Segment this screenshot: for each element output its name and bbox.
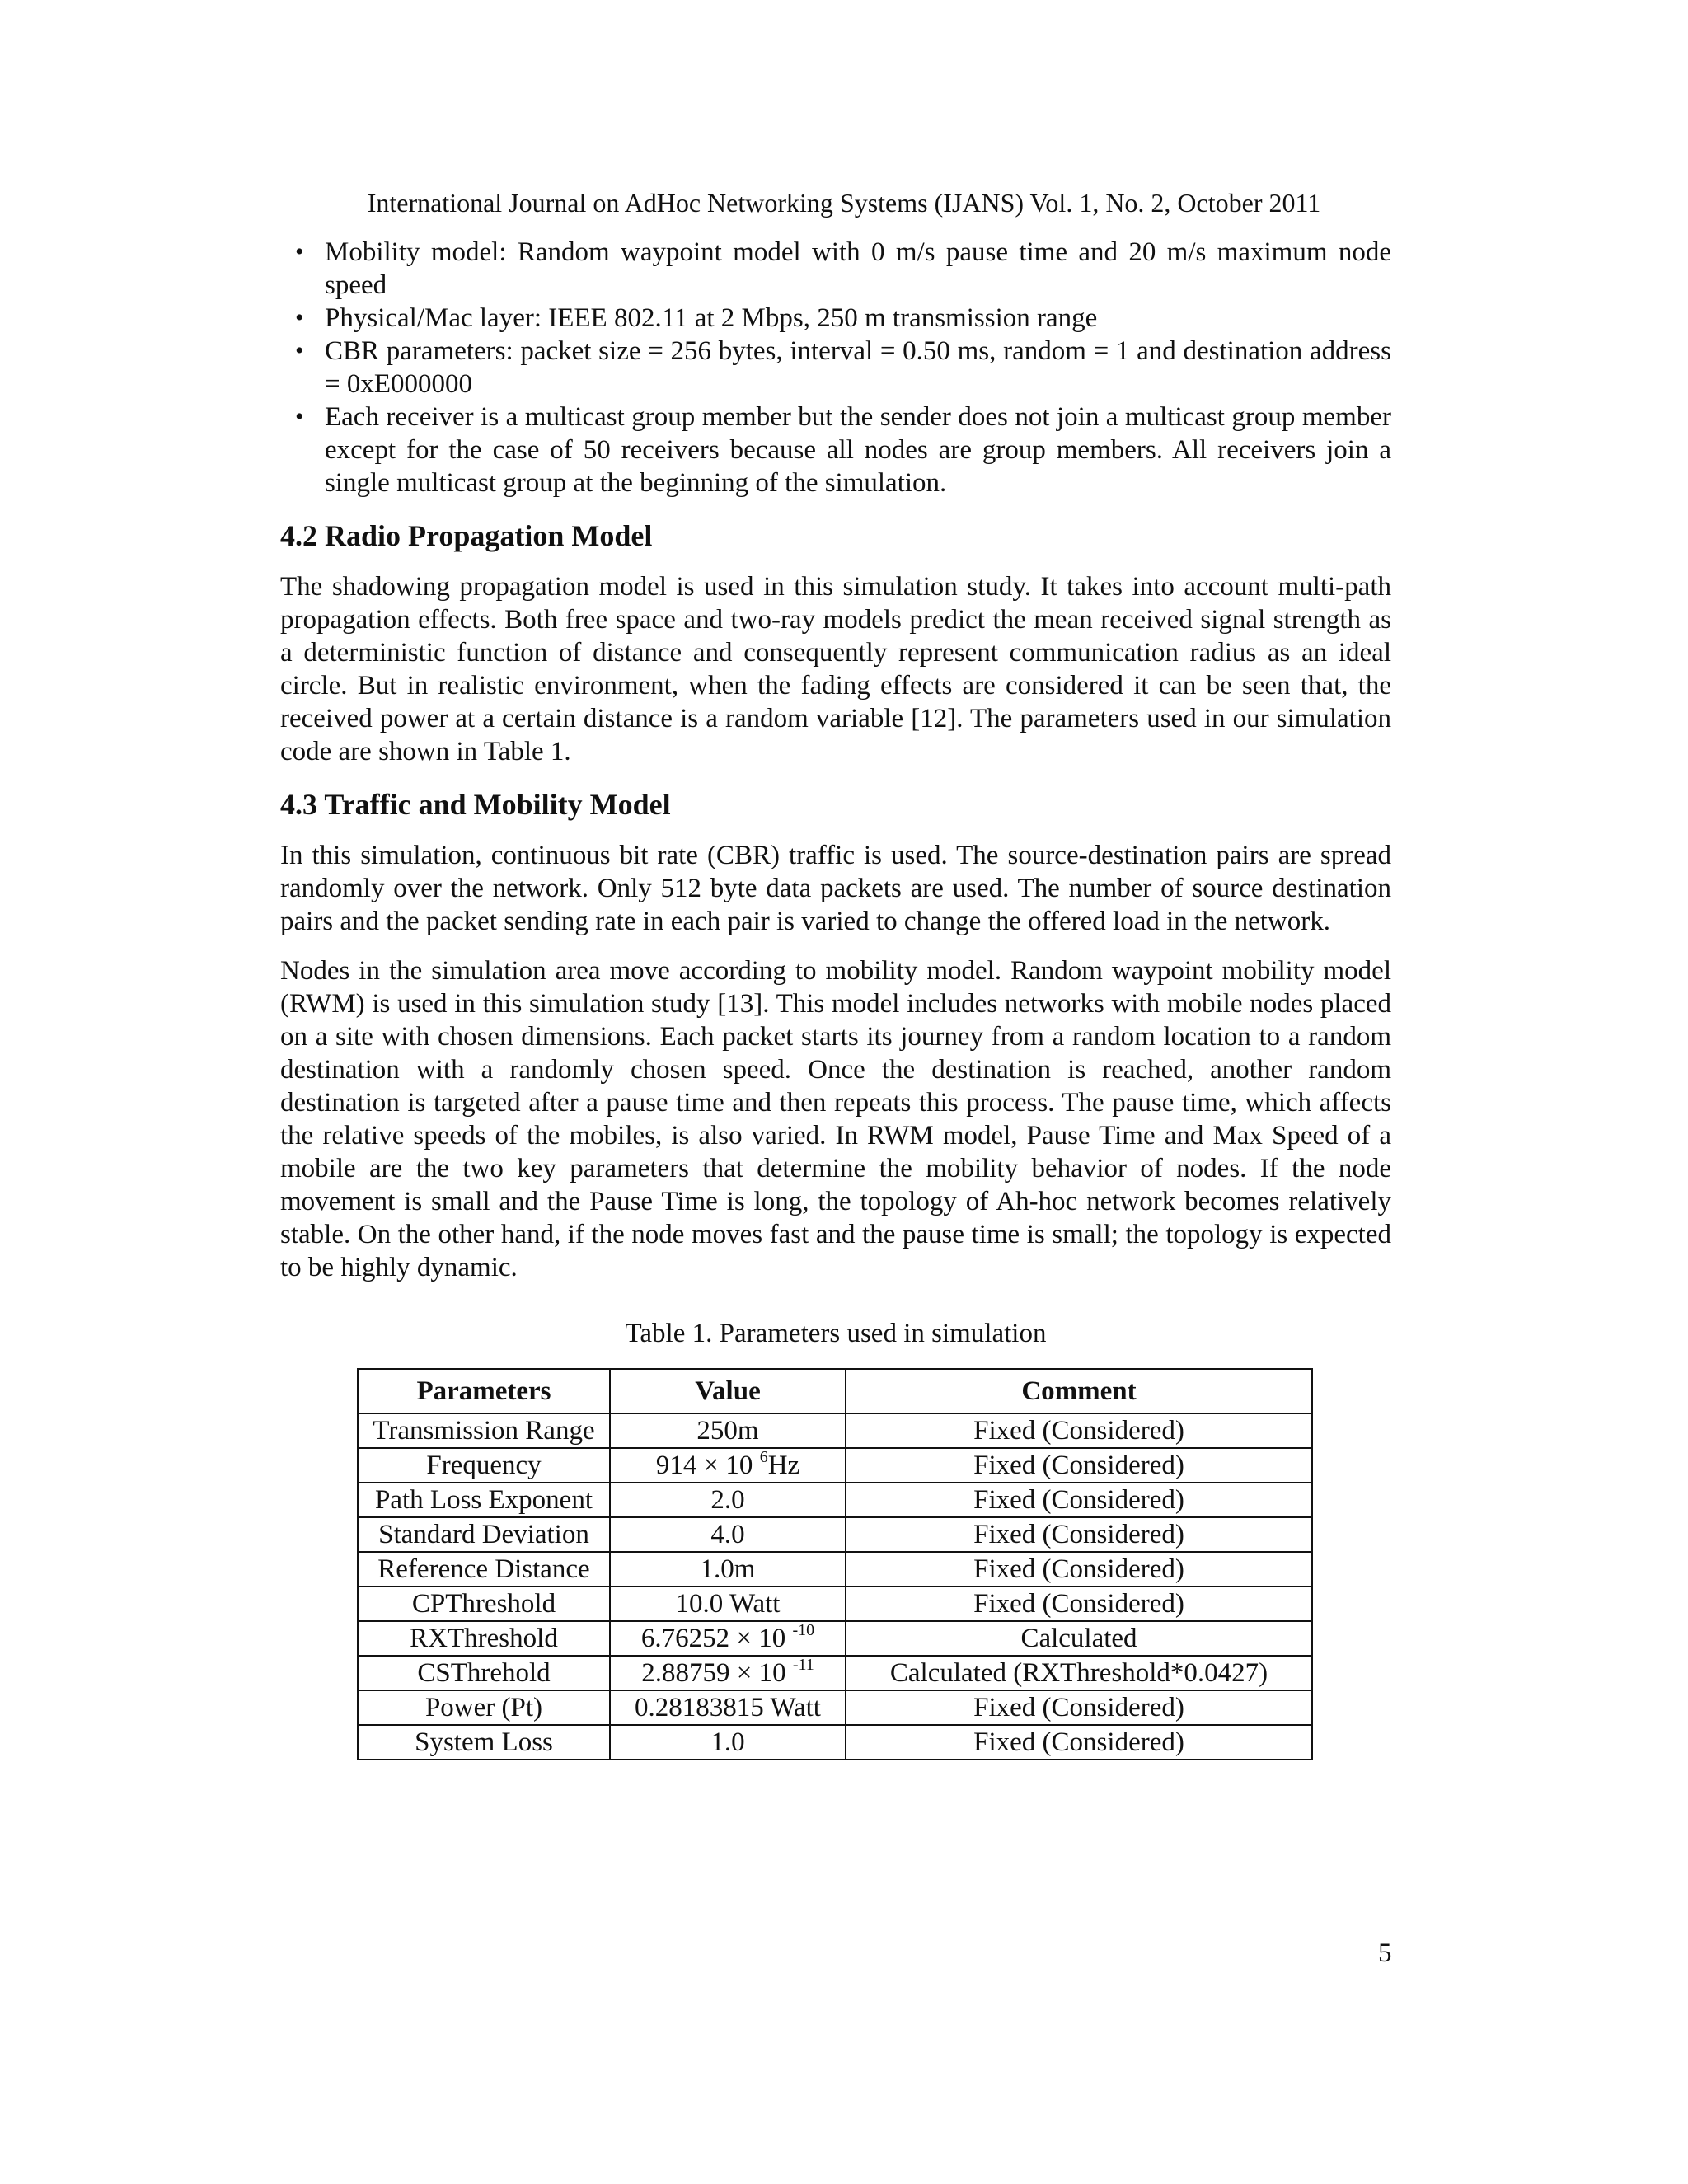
cell-parameter: Path Loss Exponent	[358, 1483, 610, 1517]
cell-parameter: CSThrehold	[358, 1656, 610, 1690]
table-row	[358, 1413, 1312, 1448]
list-item	[280, 335, 1391, 401]
table-row	[358, 1483, 1312, 1517]
list-item-text: Each receiver is a multicast group member but the sender does not join a multicast group member except for the case of 50 receivers because all nodes are group members. All receivers join a single multicast group at the beginning of the simulation.	[325, 402, 1391, 498]
cell-parameter: Frequency	[358, 1448, 610, 1483]
table-row	[358, 1552, 1312, 1586]
cell-comment: Calculated (RXThreshold*0.0427)	[846, 1656, 1312, 1690]
cell-comment: Fixed (Considered)	[846, 1413, 1312, 1448]
list-item	[280, 236, 1391, 302]
table-row	[358, 1586, 1312, 1621]
cell-value: 0.28183815 Watt	[610, 1690, 846, 1725]
list-item-text: CBR parameters: packet size = 256 bytes, interval = 0.50 ms, random = 1 and destination address = 0xE000000	[325, 336, 1391, 399]
cell-parameter: System Loss	[358, 1725, 610, 1760]
paragraph-radio-propagation: The shadowing propagation model is used in this simulation study. It takes into account multi-path propagation effects. Both free space and two-ray models predict the mean received signal strength as a deterministic function of distance and consequently represent communication radius as an ideal circle. But in realistic environment, when the fading effects are considered it can be seen that, the received power at a certain distance is a random variable [12]. The parameters used in our simulation code are shown in Table 1.	[280, 572, 1391, 766]
value-exponent: 6	[759, 1448, 768, 1466]
cell-comment: Fixed (Considered)	[846, 1448, 1312, 1483]
paragraph-traffic: In this simulation, continuous bit rate (CBR) traffic is used. The source-destination pairs are spread randomly over the network. Only 512 byte data packets are used. The number of source destination pairs and the packet sending rate in each pair is varied to change the offered load in the network.	[280, 841, 1391, 936]
value-base: 914 × 10	[655, 1451, 753, 1480]
cell-value	[610, 1621, 846, 1656]
table-caption: Table 1. Parameters used in simulation	[625, 1319, 1047, 1348]
cell-comment: Fixed (Considered)	[846, 1690, 1312, 1725]
list-item-text: Mobility model: Random waypoint model with 0 m/s pause time and 20 m/s maximum node speed	[325, 237, 1391, 300]
value-base: 6.76252 × 10	[640, 1624, 786, 1653]
header-comment: Comment	[846, 1369, 1312, 1413]
cell-comment: Fixed (Considered)	[846, 1586, 1312, 1621]
header-value: Value	[610, 1369, 846, 1413]
value-unit: Hz	[767, 1451, 800, 1480]
list-item	[280, 401, 1391, 499]
simulation-bullet-list	[280, 236, 1391, 499]
header-parameters: Parameters	[358, 1369, 610, 1413]
cell-value: 250m	[610, 1413, 846, 1448]
table-row	[358, 1690, 1312, 1725]
value-exponent: -10	[792, 1621, 815, 1639]
cell-parameter: CPThreshold	[358, 1586, 610, 1621]
cell-parameter: Reference Distance	[358, 1552, 610, 1586]
cell-comment: Fixed (Considered)	[846, 1552, 1312, 1586]
table-row	[358, 1517, 1312, 1552]
bullet-icon: •	[295, 238, 304, 265]
cell-value	[610, 1656, 846, 1690]
bullet-icon: •	[295, 304, 304, 331]
list-item-text: Physical/Mac layer: IEEE 802.11 at 2 Mbps, 250 m transmission range	[325, 303, 1098, 333]
cell-value: 1.0m	[610, 1552, 846, 1586]
table-row	[358, 1656, 1312, 1690]
parameters-table	[357, 1368, 1313, 1760]
cell-value: 2.0	[610, 1483, 846, 1517]
table-header-row	[358, 1369, 1312, 1413]
table-row	[358, 1621, 1312, 1656]
paragraph-mobility: Nodes in the simulation area move according to mobility model. Random waypoint mobility model (RWM) is used in this simulation study [13]. This model includes networks with mobile nodes placed on a site with chosen dimensions. Each packet starts its journey from a random location to a random destination with a randomly chosen speed. Once the destination is reached, another random destination is targeted after a pause time and then repeats this process. The pause time, which affects the relative speeds of the mobiles, is also varied. In RWM model, Pause Time and Max Speed of a mobile are the two key parameters that determine the mobility behavior of nodes. If the node movement is small and the Pause Time is long, the topology of Ah-hoc network becomes relatively stable. On the other hand, if the node moves fast and the pause time is small; the topology is expected to be highly dynamic.	[280, 956, 1391, 1282]
value-base: 2.88759 × 10	[641, 1658, 786, 1688]
bullet-icon: •	[295, 403, 304, 430]
value-exponent: -11	[792, 1656, 814, 1674]
cell-comment: Calculated	[846, 1621, 1312, 1656]
cell-parameter: RXThreshold	[358, 1621, 610, 1656]
cell-parameter: Power (Pt)	[358, 1690, 610, 1725]
page-number: 5	[1378, 1938, 1392, 1968]
running-header: International Journal on AdHoc Networking Systems (IJANS) Vol. 1, No. 2, October 2011	[367, 188, 1321, 218]
cell-comment: Fixed (Considered)	[846, 1725, 1312, 1760]
cell-comment: Fixed (Considered)	[846, 1517, 1312, 1552]
section-heading-traffic-mobility: 4.3 Traffic and Mobility Model	[280, 788, 671, 821]
page-content	[280, 236, 1391, 1760]
cell-parameter: Transmission Range	[358, 1413, 610, 1448]
bullet-icon: •	[295, 337, 304, 364]
cell-value: 4.0	[610, 1517, 846, 1552]
table-row	[358, 1448, 1312, 1483]
cell-comment: Fixed (Considered)	[846, 1483, 1312, 1517]
section-heading-radio-propagation: 4.2 Radio Propagation Model	[280, 519, 653, 552]
cell-value: 10.0 Watt	[610, 1586, 846, 1621]
table-row	[358, 1725, 1312, 1760]
list-item	[280, 302, 1391, 335]
cell-value: 1.0	[610, 1725, 846, 1760]
cell-parameter: Standard Deviation	[358, 1517, 610, 1552]
cell-value	[610, 1448, 846, 1483]
